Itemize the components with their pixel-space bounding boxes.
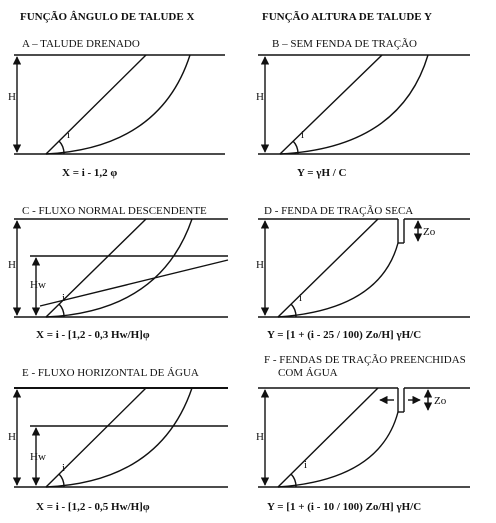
- panel-e-title: E - FLUXO HORIZONTAL DE ÁGUA: [22, 367, 199, 379]
- panel-f-i-label: i: [304, 459, 308, 471]
- panel-d-zo-label: Zo: [423, 226, 436, 238]
- panel-f-h-label: H: [256, 431, 264, 443]
- panel-a-slope-face: [46, 55, 146, 154]
- panel-f: [256, 354, 470, 513]
- panel-a-h-label: H: [8, 91, 16, 103]
- panel-d-title: D - FENDA DE TRAÇÃO SECA: [264, 205, 414, 217]
- panel-c: [8, 205, 228, 341]
- panel-a-title: A – TALUDE DRENADO: [22, 38, 140, 50]
- panel-c-failure-surface: [46, 219, 192, 317]
- panel-b-h-label: H: [256, 91, 264, 103]
- panel-e-hw-label: Hw: [30, 451, 46, 463]
- panel-f-slope-face: [278, 388, 378, 487]
- panel-e-failure-surface: [46, 388, 192, 487]
- panel-e-slope-face: [46, 388, 146, 487]
- panel-c-i-label: i: [62, 292, 66, 304]
- panel-a-i-label: i: [67, 129, 71, 141]
- panel-b: [256, 38, 470, 179]
- panel-d-slope-face: [278, 219, 378, 317]
- panel-d-i-label: i: [299, 292, 303, 304]
- panel-f-title: F - FENDAS DE TRAÇÃO PREENCHIDAS COM ÁGUA: [264, 354, 466, 379]
- panel-f-failure-surface: [278, 412, 398, 487]
- panel-c-hw-label: Hw: [30, 279, 46, 291]
- panel-c-title: C - FLUXO NORMAL DESCENDENTE: [22, 205, 207, 217]
- panel-c-flow-line: [40, 260, 228, 306]
- panel-c-h-label: H: [8, 259, 16, 271]
- panel-a-formula: X = i - 1,2 φ: [62, 167, 118, 179]
- header-right: FUNÇÃO ALTURA DE TALUDE Y: [262, 11, 432, 23]
- panel-f-formula: Y = [1 + (i - 10 / 100) Zo/H] γH/C: [267, 501, 422, 513]
- panel-d-h-label: H: [256, 259, 264, 271]
- panel-d-formula: Y = [1 + (i - 25 / 100) Zo/H] γH/C: [267, 329, 422, 341]
- panel-c-slope-face: [46, 219, 146, 317]
- panel-b-formula: Y = γH / C: [297, 167, 347, 179]
- panel-e: [8, 367, 228, 513]
- panel-e-formula: X = i - [1,2 - 0,5 Hw/H]φ: [36, 501, 150, 513]
- header-left: FUNÇÃO ÂNGULO DE TALUDE X: [20, 11, 195, 23]
- panel-e-i-label: i: [62, 462, 66, 474]
- panel-d: [256, 205, 470, 341]
- panel-e-h-label: H: [8, 431, 16, 443]
- panel-f-zo-label: Zo: [434, 395, 447, 407]
- panel-b-slope-face: [280, 55, 382, 154]
- panel-a: [8, 38, 225, 179]
- panel-d-failure-surface: [278, 243, 398, 317]
- panel-b-i-label: i: [301, 129, 305, 141]
- panel-b-title: B – SEM FENDA DE TRAÇÃO: [272, 38, 417, 50]
- panel-c-formula: X = i - [1,2 - 0,3 Hw/H]φ: [36, 329, 150, 341]
